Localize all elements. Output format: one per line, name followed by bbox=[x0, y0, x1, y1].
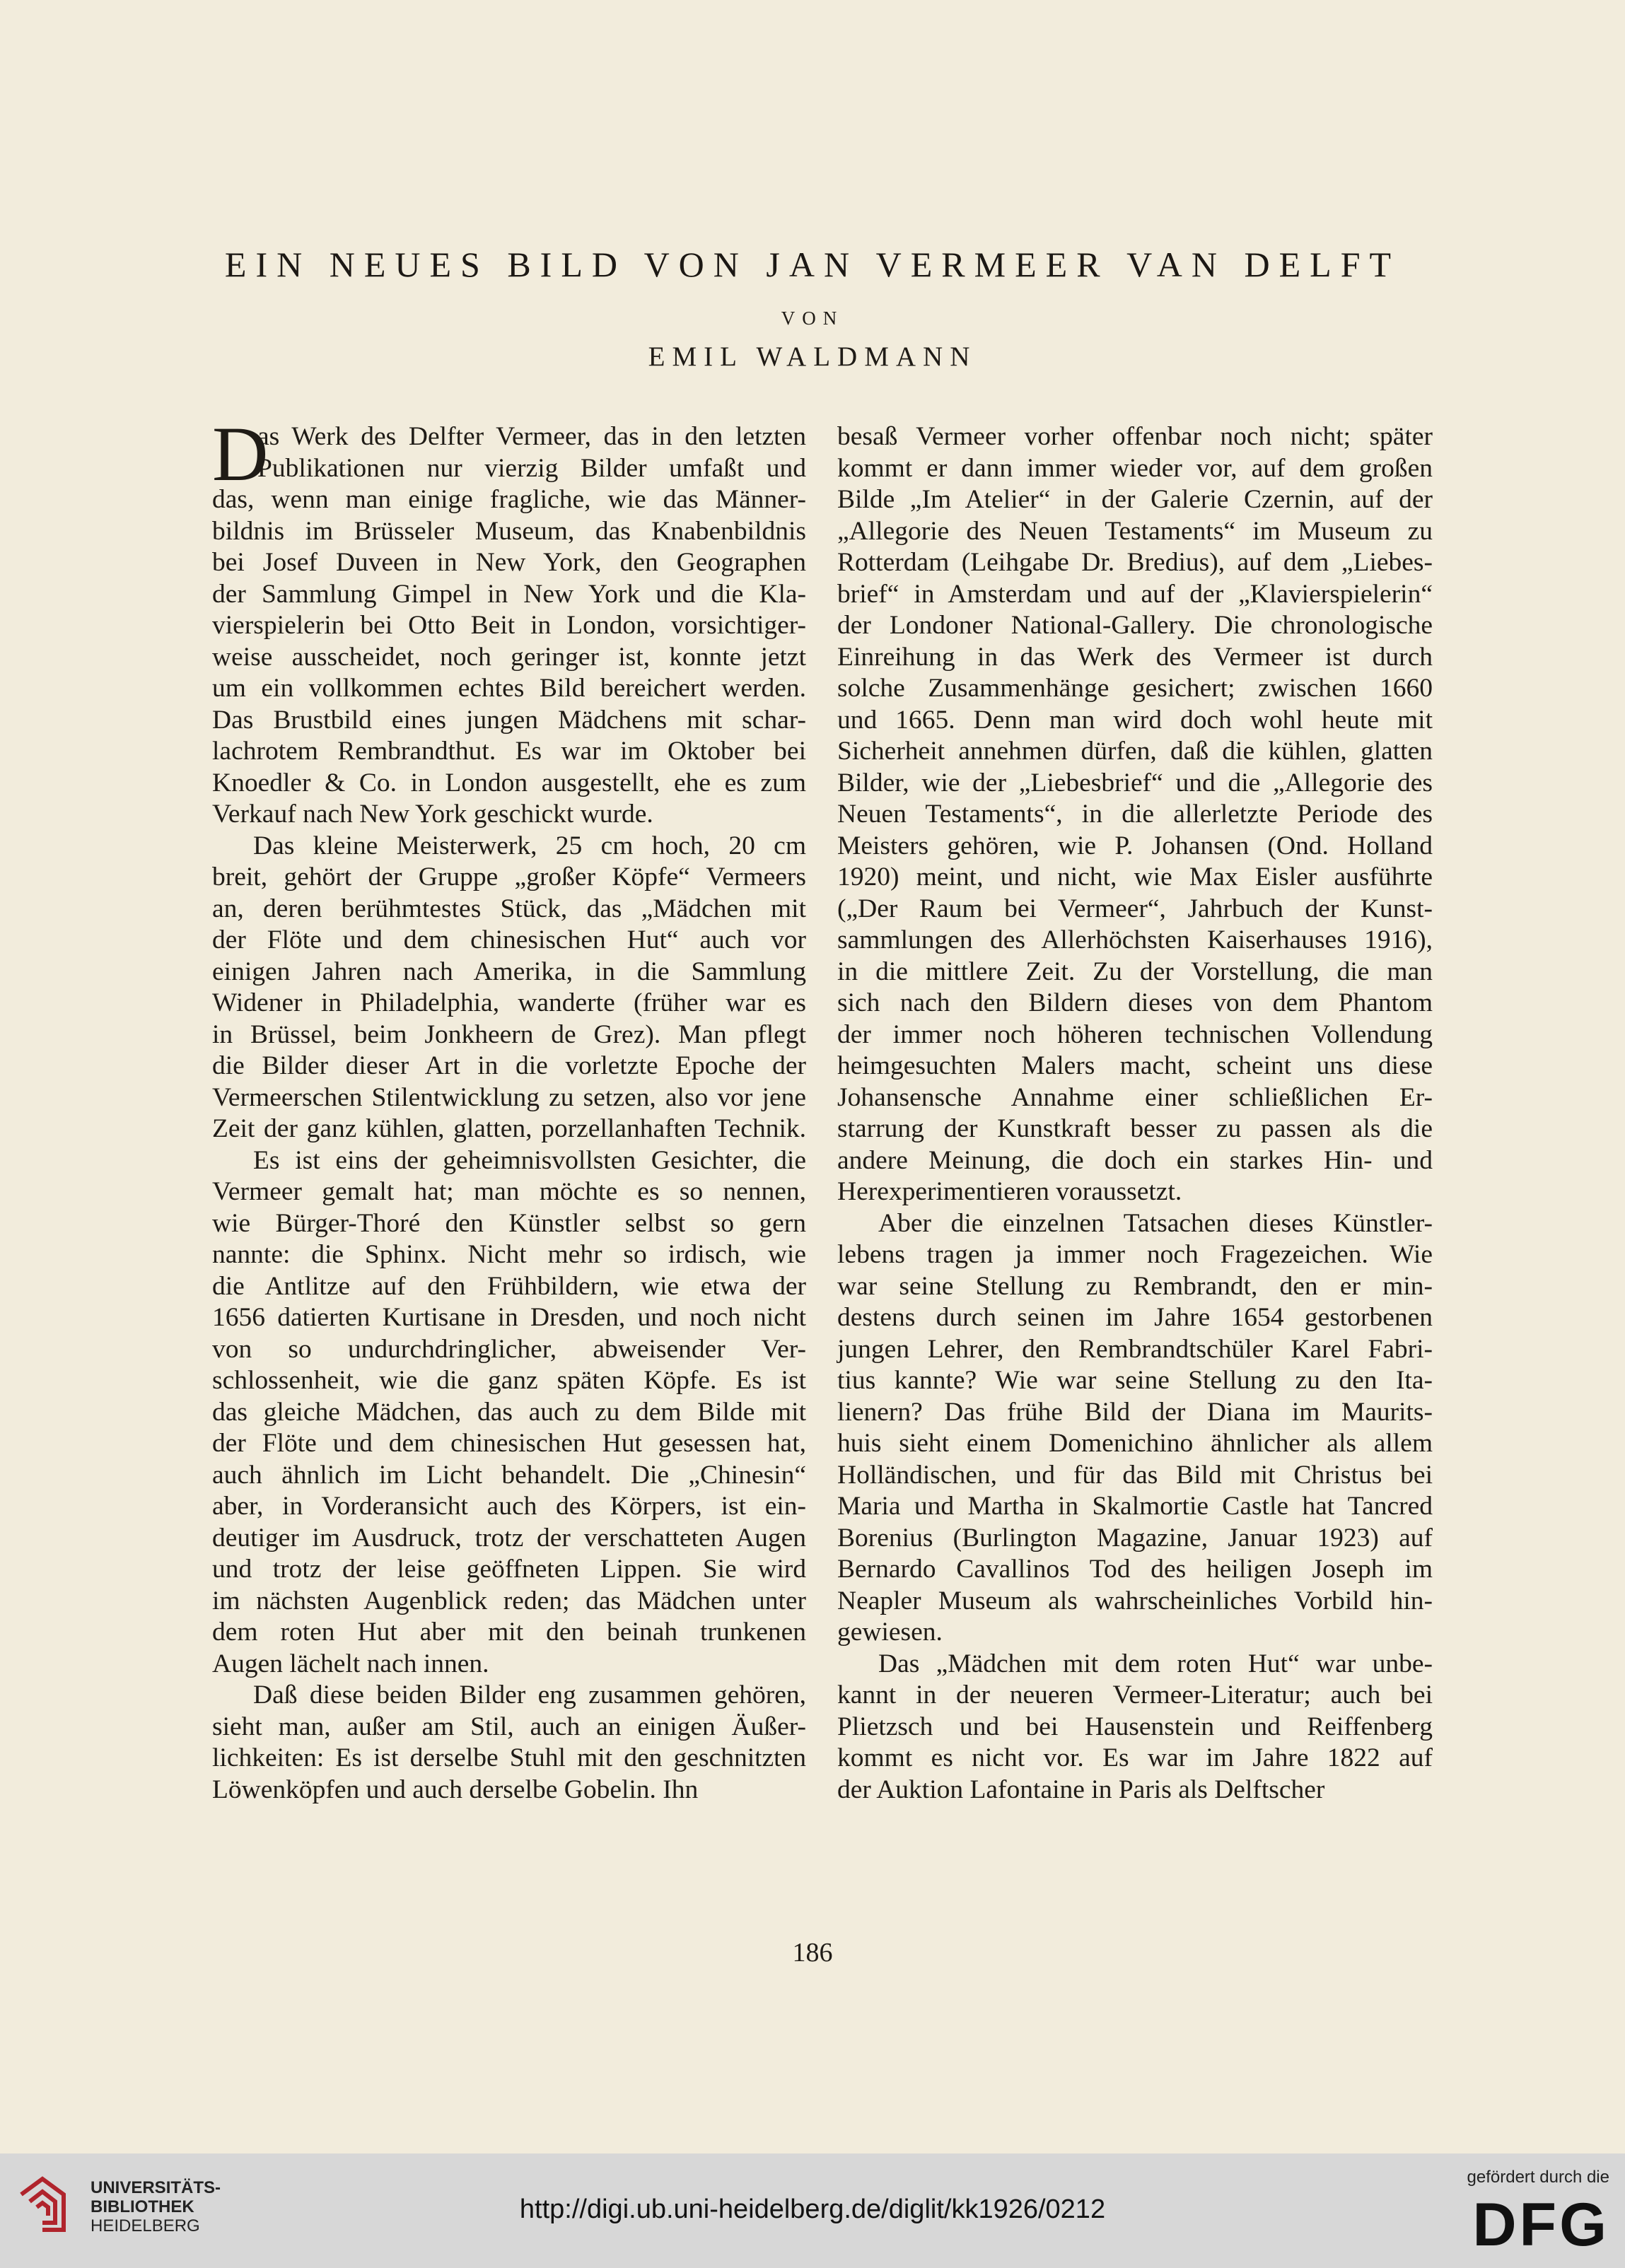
byline-von: VON bbox=[781, 308, 844, 329]
text-line: der immer noch höheren technischen Vollendung bbox=[837, 1019, 1433, 1049]
text-line: Bilde „Im Atelier“ in der Galerie Czernin, auf der bbox=[837, 485, 1433, 514]
text-line: Sicherheit annehmen dürfen, daß die kühlen, glatten bbox=[837, 737, 1433, 766]
text-line: das gleiche Mädchen, das auch zu dem Bilde mit bbox=[212, 1397, 806, 1427]
text-line: heimgesuchten Malers macht, scheint uns diese bbox=[837, 1051, 1433, 1080]
text-line: solche Zusammenhänge gesichert; zwischen 1660 bbox=[837, 674, 1433, 703]
text-line: Herexperimentieren voraussetzt. bbox=[837, 1177, 1182, 1206]
text-line: andere Meinung, die doch ein starkes Hin- und bbox=[837, 1145, 1433, 1175]
library-line-2: BIBLIOTHEK bbox=[91, 2197, 194, 2216]
text-line: Meisters gehören, wie P. Johansen (Ond. Holland bbox=[837, 831, 1433, 860]
text-line: Aber die einzelnen Tatsachen dieses Künstler- bbox=[878, 1208, 1433, 1238]
text-line: kommt er dann immer wieder vor, auf dem großen bbox=[837, 453, 1433, 483]
article-title: EIN NEUES BILD VON JAN VERMEER VAN DELFT bbox=[224, 245, 1401, 284]
text-line: Es ist eins der geheimnisvollsten Gesichter, die bbox=[253, 1145, 806, 1175]
text-line: vierspielerin bei Otto Beit in London, vorsichtiger- bbox=[212, 611, 806, 640]
text-line: der Flöte und dem chinesischen Hut gesessen hat, bbox=[212, 1429, 806, 1458]
text-line: gewiesen. bbox=[837, 1618, 943, 1647]
text-line: destens durch seinen im Jahre 1654 gestorbenen bbox=[837, 1303, 1433, 1332]
text-line: Rotterdam (Leihgabe Dr. Bredius), auf dem „Liebes- bbox=[837, 548, 1433, 577]
text-line: wie Bürger-Thoré den Künstler selbst so gern bbox=[212, 1208, 806, 1238]
drop-cap: D bbox=[212, 411, 269, 497]
page-number: 186 bbox=[792, 1938, 833, 1968]
text-line: sich nach den Bildern dieses von dem Phantom bbox=[837, 988, 1433, 1017]
text-line: kommt es nicht vor. Es war im Jahre 1822 auf bbox=[837, 1743, 1433, 1772]
text-line: in die mittlere Zeit. Zu der Vorstellung, die man bbox=[837, 957, 1433, 986]
text-line: Bilder, wie der „Liebesbrief“ und die „Allegorie des bbox=[837, 768, 1433, 797]
text-line: kannt in der neueren Vermeer-Literatur; auch bei bbox=[837, 1680, 1433, 1709]
text-line: Vermeerschen Stilentwicklung zu setzen, also vor jene bbox=[212, 1082, 806, 1112]
text-line: lachrotem Rembrandthut. Es war im Oktober bei bbox=[212, 737, 806, 766]
text-line: sammlungen des Allerhöchsten Kaiserhauses 1916), bbox=[837, 925, 1433, 954]
text-line: einigen Jahren nach Amerika, in die Sammlung bbox=[212, 957, 806, 986]
text-line: im nächsten Augenblick reden; das Mädchen unter bbox=[212, 1586, 806, 1615]
text-line: der Sammlung Gimpel in New York und die Kla- bbox=[212, 579, 806, 609]
text-line: lienern? Das frühe Bild der Diana im Maurits- bbox=[837, 1397, 1433, 1427]
text-line: tius kannte? Wie war seine Stellung zu den Ita- bbox=[837, 1366, 1433, 1395]
text-line: der Auktion Lafontaine in Paris als Delftscher bbox=[837, 1775, 1325, 1804]
text-line: lebens tragen ja immer noch Fragezeichen. Wie bbox=[837, 1240, 1433, 1269]
text-line: brief“ in Amsterdam und auf der „Klavierspielerin“ bbox=[837, 579, 1433, 609]
text-line: war seine Stellung zu Rembrandt, den er min- bbox=[837, 1271, 1433, 1301]
text-line: von so undurchdringlicher, abweisender Ver- bbox=[212, 1334, 806, 1364]
text-line: Knoedler & Co. in London ausgestellt, ehe es zum bbox=[212, 768, 806, 797]
text-line: Einreihung in das Werk des Vermeer ist durch bbox=[837, 642, 1433, 672]
text-line: Maria und Martha in Skalmortie Castle hat Tancred bbox=[837, 1492, 1433, 1521]
text-line: starrung der Kunstkraft besser zu passen als die bbox=[837, 1114, 1433, 1143]
text-line: Neuen Testaments“, in die allerletzte Periode des bbox=[837, 800, 1433, 829]
text-line: Borenius (Burlington Magazine, Januar 1923) auf bbox=[837, 1523, 1433, 1553]
right-text-column bbox=[837, 421, 1433, 1806]
text-line: as Werk des Delfter Vermeer, das in den letzten bbox=[257, 422, 806, 451]
text-line: sieht man, außer am Stil, auch an einigen Äußer- bbox=[212, 1712, 806, 1741]
text-line: Verkauf nach New York geschickt wurde. bbox=[212, 800, 653, 829]
text-line: an, deren berühmtestes Stück, das „Mädchen mit bbox=[212, 894, 806, 923]
text-line: („Der Raum bei Vermeer“, Jahrbuch der Kunst- bbox=[837, 894, 1433, 923]
text-line: auch ähnlich im Licht behandelt. Die „Chinesin“ bbox=[212, 1460, 806, 1490]
author-name: EMIL WALDMANN bbox=[648, 341, 977, 372]
text-line: Publikationen nur vierzig Bilder umfaßt und bbox=[257, 453, 806, 483]
text-line: jungen Lehrer, den Rembrandtschüler Karel Fabri- bbox=[837, 1334, 1433, 1364]
text-line: deutiger im Ausdruck, trotz der verschatteten Augen bbox=[212, 1523, 806, 1553]
text-line: der Londoner National-Gallery. Die chronologische bbox=[837, 611, 1433, 640]
text-line: bei Josef Duveen in New York, den Geographen bbox=[212, 548, 806, 577]
text-line: Das kleine Meisterwerk, 25 cm hoch, 20 cm bbox=[253, 831, 806, 860]
text-line: der Flöte und dem chinesischen Hut“ auch vor bbox=[212, 925, 806, 954]
text-line: Widener in Philadelphia, wanderte (früher war es bbox=[212, 988, 806, 1017]
text-line: Plietzsch und bei Hausenstein und Reiffenberg bbox=[837, 1712, 1433, 1741]
text-line: huis sieht einem Domenichino ähnlicher als allem bbox=[837, 1429, 1433, 1458]
text-line: aber, in Vorderansicht auch des Körpers, ist ein- bbox=[212, 1492, 806, 1521]
text-line: Bernardo Cavallinos Tod des heiligen Joseph im bbox=[837, 1555, 1433, 1584]
text-line: Vermeer gemalt hat; man möchte es so nennen, bbox=[212, 1177, 806, 1206]
text-line: Zeit der ganz kühlen, glatten, porzellanhaften Technik. bbox=[212, 1114, 806, 1143]
text-line: Löwenköpfen und auch derselbe Gobelin. Ihn bbox=[212, 1775, 699, 1804]
text-line: weise ausscheidet, noch geringer ist, konnte jetzt bbox=[212, 642, 806, 672]
text-line: bildnis im Brüsseler Museum, das Knabenbildnis bbox=[212, 516, 806, 546]
dfg-logo[interactable]: DFG bbox=[1472, 2191, 1609, 2259]
text-line: Daß diese beiden Bilder eng zusammen gehören, bbox=[253, 1680, 806, 1709]
text-line: das, wenn man einige fragliche, wie das Männer- bbox=[212, 485, 806, 514]
text-line: nannte: die Sphinx. Nicht mehr so irdisch, wie bbox=[212, 1240, 806, 1269]
text-line: Neapler Museum als wahrscheinliches Vorbild hin- bbox=[837, 1586, 1433, 1615]
text-line: und trotz der leise geöffneten Lippen. Sie wird bbox=[212, 1555, 806, 1584]
permalink-url[interactable]: http://digi.ub.uni-heidelberg.de/diglit/kk1926/0212 bbox=[519, 2194, 1106, 2224]
funded-by-label: gefördert durch die bbox=[1467, 2168, 1609, 2187]
text-line: die Antlitze auf den Frühbildern, wie etwa der bbox=[212, 1271, 806, 1301]
text-line: lichkeiten: Es ist derselbe Stuhl mit den geschnitzten bbox=[212, 1743, 806, 1772]
text-line: Augen lächelt nach innen. bbox=[212, 1649, 489, 1678]
text-line: Das „Mädchen mit dem roten Hut“ war unbe- bbox=[878, 1649, 1433, 1678]
text-line: „Allegorie des Neuen Testaments“ im Museum zu bbox=[837, 516, 1433, 546]
text-line: Johansensche Annahme einer schließlichen Er- bbox=[837, 1082, 1433, 1112]
text-line: 1656 datierten Kurtisane in Dresden, und noch nicht bbox=[212, 1303, 806, 1332]
text-line: und 1665. Denn man wird doch wohl heute mit bbox=[837, 705, 1433, 735]
text-line: 1920) meint, und nicht, wie Max Eisler ausführte bbox=[837, 863, 1433, 892]
text-line: um ein vollkommen echtes Bild bereichert werden. bbox=[212, 674, 806, 703]
text-line: breit, gehört der Gruppe „großer Köpfe“ Vermeers bbox=[212, 863, 806, 892]
digitization-footer bbox=[0, 2153, 1625, 2268]
text-line: besaß Vermeer vorher offenbar noch nicht; später bbox=[837, 422, 1433, 451]
text-line: Das Brustbild eines jungen Mädchens mit schar- bbox=[212, 705, 806, 735]
left-text-column bbox=[212, 411, 806, 1806]
text-line: die Bilder dieser Art in die vorletzte Epoche der bbox=[212, 1051, 806, 1080]
text-line: Holländischen, und für das Bild mit Christus bei bbox=[837, 1460, 1433, 1490]
text-line: in Brüssel, beim Jonkheern de Grez). Man pflegt bbox=[212, 1019, 806, 1049]
library-line-1: UNIVERSITÄTS- bbox=[91, 2178, 221, 2197]
library-line-3: HEIDELBERG bbox=[91, 2216, 200, 2235]
text-line: dem roten Hut aber mit den beinah trunkenen bbox=[212, 1618, 806, 1647]
text-line: schlossenheit, wie die ganz späten Köpfe. Es ist bbox=[212, 1366, 806, 1395]
